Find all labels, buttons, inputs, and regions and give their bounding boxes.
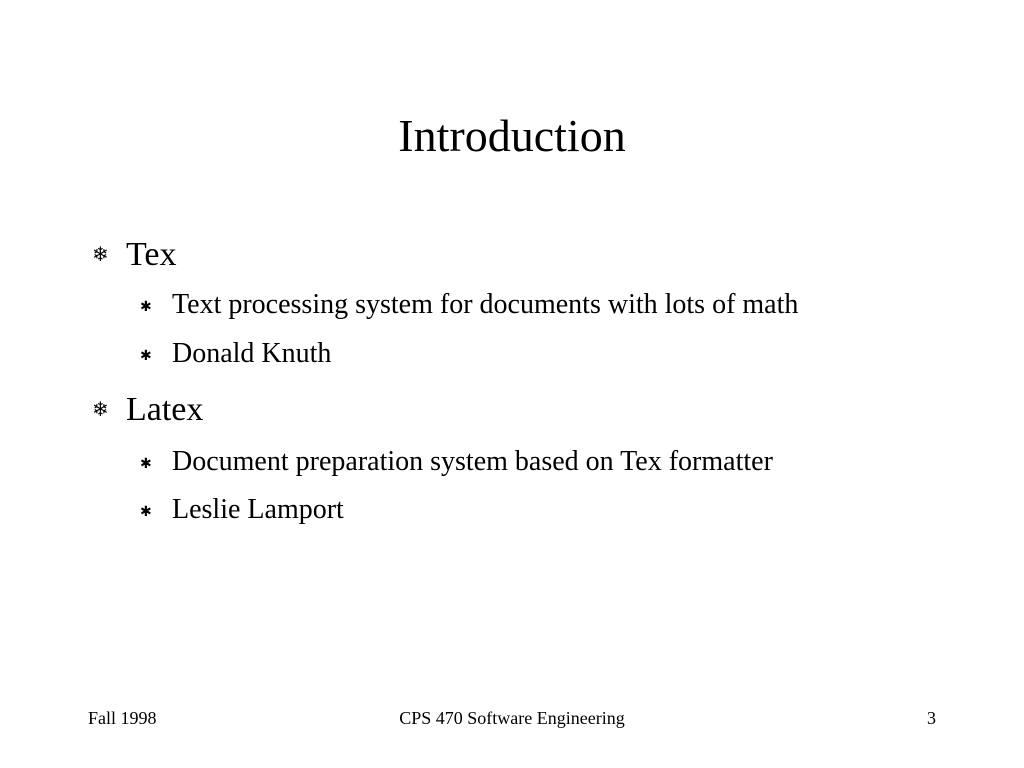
sub-bullet-text: Document preparation system based on Tex formatter bbox=[172, 446, 773, 477]
slide-title: Introduction bbox=[398, 110, 626, 161]
snowflake-bullet-icon: ❄ bbox=[92, 399, 109, 421]
asterisk-bullet-icon: ✱ bbox=[140, 457, 152, 472]
sub-bullet-text: Donald Knuth bbox=[172, 338, 332, 369]
bullet-text: Tex bbox=[126, 236, 177, 273]
asterisk-bullet-icon: ✱ bbox=[140, 300, 152, 315]
sub-bullet-item bbox=[138, 493, 344, 530]
bullet-item bbox=[90, 390, 203, 430]
asterisk-bullet-icon: ✱ bbox=[140, 505, 152, 520]
sub-bullet-text: Leslie Lamport bbox=[172, 494, 344, 525]
asterisk-bullet-icon: ✱ bbox=[140, 349, 152, 364]
footer-course: CPS 470 Software Engineering bbox=[399, 708, 625, 728]
sub-bullet-item bbox=[138, 288, 798, 325]
page-number: 3 bbox=[927, 708, 936, 728]
footer-date: Fall 1998 bbox=[88, 708, 157, 728]
sub-bullet-text: Text processing system for documents with lots of math bbox=[172, 289, 799, 320]
sub-bullet-item bbox=[138, 445, 773, 482]
bullet-text: Latex bbox=[126, 391, 204, 428]
sub-bullet-item bbox=[138, 337, 331, 374]
snowflake-bullet-icon: ❄ bbox=[92, 244, 109, 266]
bullet-item bbox=[90, 235, 177, 275]
